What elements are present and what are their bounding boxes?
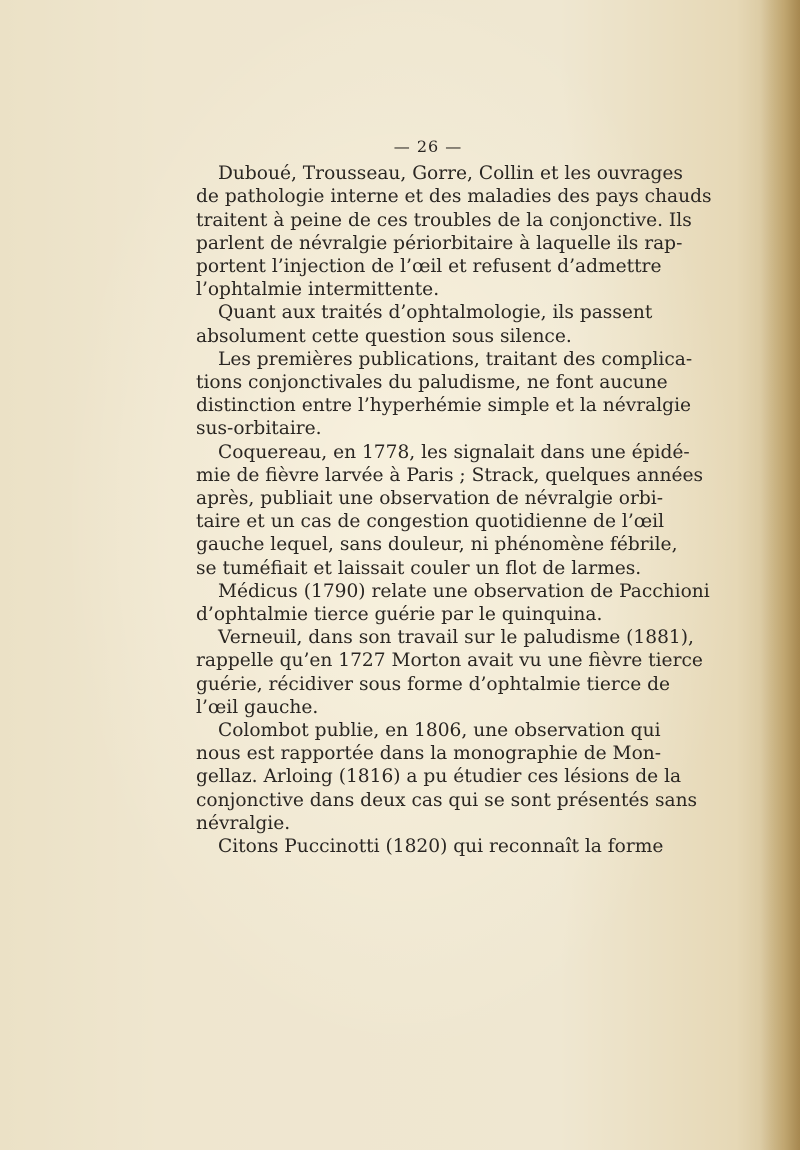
text-line: nous est rapportée dans la monographie de Mon- (196, 743, 662, 765)
text-line: absolument cette question sous silence. (196, 325, 572, 347)
text-line: de pathologie interne et des maladies des pays chauds (196, 186, 712, 208)
text-line: après, publiait une observation de névralgie orbi- (196, 488, 664, 510)
text-line: parlent de névralgie périorbitaire à laquelle ils rap- (196, 232, 683, 254)
text-line: mie de fièvre larvée à Paris ; Strack, quelques années (196, 464, 704, 486)
text-line: gauche lequel, sans douleur, ni phénomène fébrile, (196, 534, 678, 556)
text-line: Quant aux traités d’ophtalmologie, ils passent (218, 302, 653, 324)
text-line: portent l’injection de l’œil et refusent d’admettre (196, 256, 662, 278)
text-line: névralgie. (196, 812, 291, 834)
text-line: Coquereau, en 1778, les signalait dans une épidé- (218, 441, 690, 463)
text-line: taire et un cas de congestion quotidienne de l’œil (196, 511, 665, 533)
text-line: conjonctive dans deux cas qui se sont présentés sans (196, 789, 698, 811)
text-line: Citons Puccinotti (1820) qui reconnaît la forme (218, 836, 664, 858)
text-line: Colombot publie, en 1806, une observation qui (218, 720, 661, 742)
text-line: d’ophtalmie tierce guérie par le quinquina. (196, 604, 603, 626)
text-line: Médicus (1790) relate une observation de Pacchioni (218, 580, 710, 602)
page-edge-shadow (760, 0, 800, 1150)
page-number: — 26 — (393, 137, 463, 156)
page-text-block (196, 135, 712, 858)
text-line: gellaz. Arloing (1816) a pu étudier ces lésions de la (196, 766, 682, 788)
text-line: Duboué, Trousseau, Gorre, Collin et les ouvrages (218, 163, 683, 185)
text-line: Verneuil, dans son travail sur le paludisme (1881), (218, 627, 694, 649)
text-line: Les premières publications, traitant des complica- (218, 348, 693, 370)
text-line: tions conjonctivales du paludisme, ne font aucune (196, 372, 668, 394)
text-line: sus-orbitaire. (196, 418, 322, 440)
text-line: l’œil gauche. (196, 696, 319, 718)
text-line: distinction entre l’hyperhémie simple et la névralgie (196, 395, 692, 417)
text-line: traitent à peine de ces troubles de la conjonctive. Ils (196, 209, 692, 231)
text-line: se tuméfiait et laissait couler un flot de larmes. (196, 557, 642, 579)
text-line: l’ophtalmie intermittente. (196, 279, 440, 301)
text-line: rappelle qu’en 1727 Morton avait vu une fièvre tierce (196, 650, 703, 672)
text-line: guérie, récidiver sous forme d’ophtalmie tierce de (196, 673, 671, 695)
